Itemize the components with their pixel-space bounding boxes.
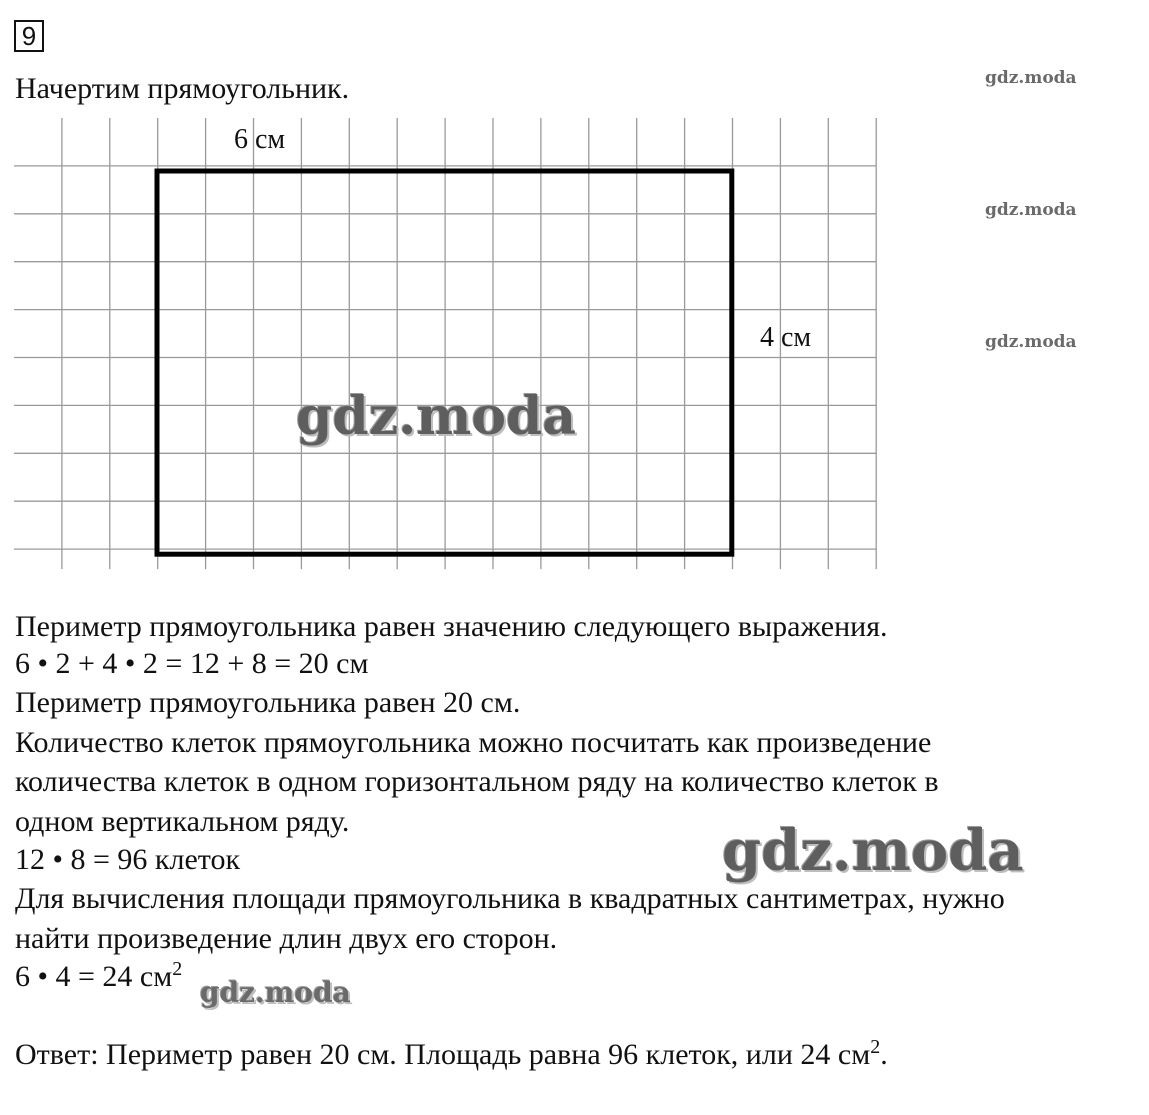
text-line-9: найти произведение длин двух его сторон. — [15, 922, 558, 955]
text-line-3: Периметр прямоугольника равен 20 см. — [15, 686, 521, 719]
answer-period: . — [880, 1038, 888, 1071]
text-line-7: 12 • 8 = 96 клеток — [15, 843, 241, 876]
text-line-10 — [15, 960, 182, 994]
answer-line — [15, 1038, 888, 1072]
text-line-4: Количество клеток прямоугольника можно посчитать как произведение — [15, 726, 932, 759]
answer-exponent: 2 — [870, 1036, 881, 1058]
area-exponent: 2 — [172, 958, 183, 980]
width-label: 6 см — [234, 124, 286, 155]
watermark-lower: gdz.moda — [985, 332, 1077, 352]
height-label: 4 см — [760, 322, 812, 353]
watermark-mid: gdz.moda — [985, 200, 1077, 220]
watermark-top: gdz.moda — [985, 68, 1077, 88]
text-line-8: Для вычисления площади прямоугольника в квадратных сантиметрах, нужно — [15, 882, 1005, 915]
task-number: 9 — [14, 20, 44, 52]
answer-text: Ответ: Периметр равен 20 см. Площадь равна 96 клеток, или 24 см — [15, 1038, 871, 1071]
watermark-right: gdz.moda — [722, 818, 1024, 884]
text-line-6: одном вертикальном ряду. — [15, 805, 350, 838]
watermark-bottom: gdz.moda — [200, 976, 351, 1009]
area-formula: 6 • 4 = 24 см — [15, 960, 173, 993]
text-line-2: 6 • 2 + 4 • 2 = 12 + 8 = 20 см — [15, 647, 369, 680]
intro-text: Начертим прямоугольник. — [15, 72, 350, 105]
grid-lines — [14, 118, 876, 569]
watermark-center: gdz.moda — [296, 386, 577, 447]
text-line-5: количества клеток в одном горизонтальном ряду на количество клеток в — [15, 765, 939, 798]
text-line-1: Периметр прямоугольника равен значению следующего выражения. — [15, 610, 888, 643]
rectangle — [157, 171, 732, 554]
